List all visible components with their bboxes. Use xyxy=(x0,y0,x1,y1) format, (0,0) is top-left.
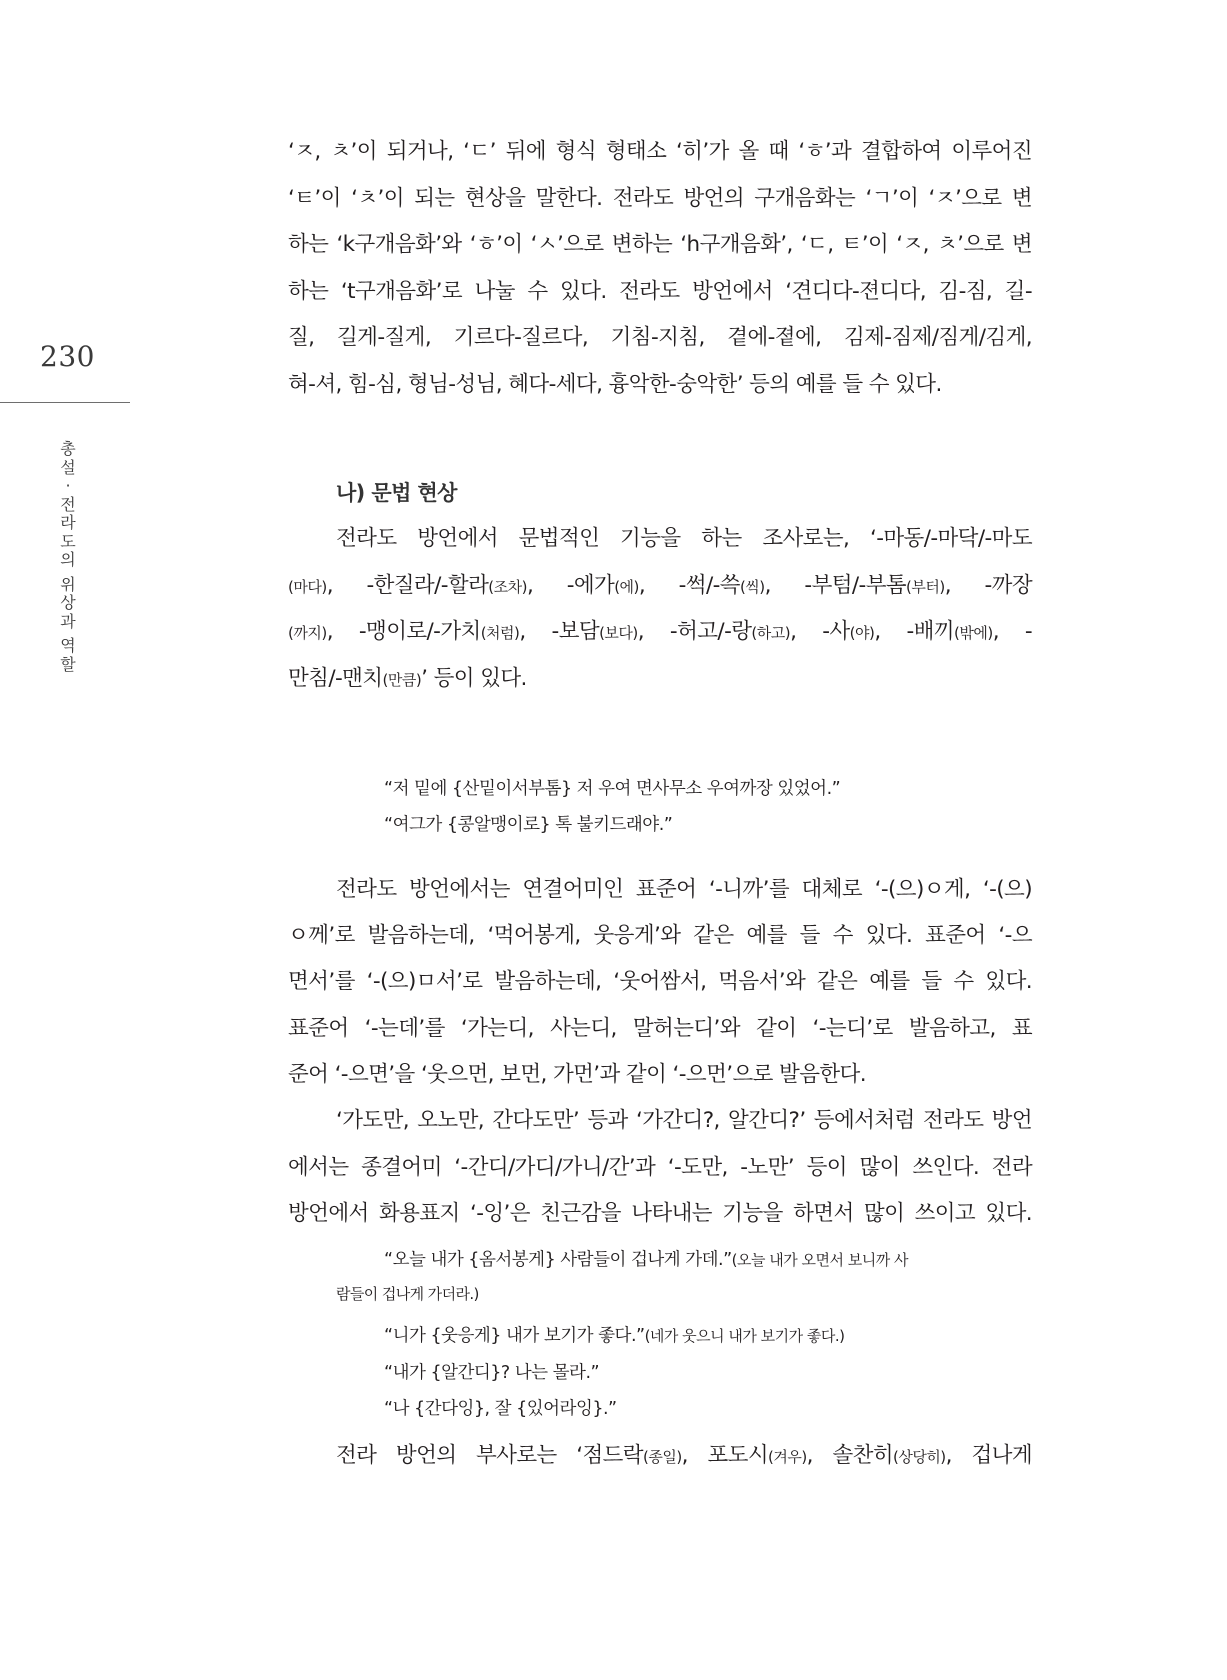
example-quote xyxy=(384,1397,617,1421)
running-head-char: 라 xyxy=(60,513,76,532)
quote-gloss-continued: 람들이 겁나게 가더라.) xyxy=(336,1285,479,1303)
gloss-text: (만큼) xyxy=(382,671,422,689)
running-head-char: 할 xyxy=(60,654,76,674)
text-segment: , - xyxy=(992,619,1033,644)
text-line: 하는 ‘t구개음화’로 나눌 수 있다. 전라도 방언에서 ‘견디다-젼디다, 김-짐, 길- xyxy=(288,279,1032,304)
gloss-text: (종일) xyxy=(642,1448,682,1466)
text-segment: , -사 xyxy=(790,619,850,644)
gloss-text: (부터) xyxy=(906,578,945,596)
page-number: 230 xyxy=(40,340,95,373)
text-segment: 전라도 방언에서 문법적인 기능을 하는 조사로는, ‘-마동/-마닥/-마도 xyxy=(336,526,1032,551)
text-line: ‘ㅈ, ㅊ’이 되거나, ‘ㄷ’ 뒤에 형식 형태소 ‘히’가 올 때 ‘ㅎ’과 결합하여 이루어진 xyxy=(288,139,1032,164)
example-quote xyxy=(384,1248,908,1272)
gloss-text: (하고) xyxy=(751,624,791,642)
text-line xyxy=(288,617,1032,647)
text-line: ‘가도만, 오노만, 간다도만’ 등과 ‘가간디?, 알간디?’ 등에서처럼 전라도 방언 xyxy=(336,1108,1032,1133)
example-quote: “여그가 {콩알맹이로} 톡 불키드래야.” xyxy=(384,815,673,835)
running-head-char: 상 xyxy=(60,593,76,612)
text-segment: , -허고/-랑 xyxy=(637,619,752,644)
text-line xyxy=(336,524,1032,554)
gloss-text: (밖에) xyxy=(954,624,993,642)
text-segment: , -보담 xyxy=(519,619,600,644)
example-quote: “저 밑에 {산밑이서부톰} 저 우여 면사무소 우여까장 있었어.” xyxy=(384,779,841,799)
text-line: ‘ㅌ’이 ‘ㅊ’이 되는 현상을 말한다. 전라도 방언의 구개음화는 ‘ㄱ’이 ‘ㅈ’으로 변 xyxy=(288,186,1032,211)
text-segment: , -부텀/-부톰 xyxy=(764,573,907,598)
running-head-char: 도 xyxy=(60,531,76,551)
running-head-char: · xyxy=(65,476,71,495)
running-head-char: 총 xyxy=(60,439,76,458)
text-line: ㅇ께’로 발음하는데, ‘먹어봉게, 웃응게’와 같은 예를 들 수 있다. 표준어 ‘-으 xyxy=(288,923,1032,948)
text-line xyxy=(336,1441,1032,1471)
gloss-text: (처럼) xyxy=(480,624,520,642)
running-head-char: 설 xyxy=(60,457,76,477)
text-segment: , -배끼 xyxy=(874,619,954,644)
quote-text: “나 {간다잉}, 잘 {있어라잉}.” xyxy=(384,1399,617,1419)
text-line: 혀-셔, 힘-심, 형님-성님, 혜다-세다, 흉악한-숭악한’ 등의 예를 들 수 있다. xyxy=(288,372,942,397)
running-head-char: 의 xyxy=(60,550,76,569)
gloss-text: (마다) xyxy=(288,578,327,596)
text-line: 면서’를 ‘-(으)ㅁ서’로 발음하는데, ‘웃어쌈서, 먹음서’와 같은 예를 들 수 있다. xyxy=(288,969,1032,994)
quote-gloss: (네가 웃으니 내가 보기가 좋다.) xyxy=(644,1327,845,1345)
text-line xyxy=(288,664,527,694)
gloss-text: (상당히) xyxy=(892,1448,946,1466)
text-line: 표준어 ‘-는데’를 ‘가는디, 사는디, 말허는디’와 같이 ‘-는디’로 발음하고, 표 xyxy=(288,1016,1032,1041)
text-line: 에서는 종결어미 ‘-간디/가디/가니/간’과 ‘-도만, -노만’ 등이 많이 쓰인다. 전라 xyxy=(288,1155,1032,1180)
gloss-text: (까지) xyxy=(288,624,327,642)
text-segment: , -맹이로/-가치 xyxy=(326,619,481,644)
text-segment: , 겁나게 xyxy=(945,1443,1032,1468)
example-quote xyxy=(384,1324,845,1348)
running-head-char: 전 xyxy=(60,494,76,514)
text-line: 방언에서 화용표지 ‘-잉’은 친근감을 나타내는 기능을 하면서 많이 쓰이고 있다. xyxy=(288,1201,1032,1226)
quote-text: “니가 {웃응게} 내가 보기가 좋다.” xyxy=(384,1326,645,1346)
text-segment: , -한질라/-할라 xyxy=(326,573,489,598)
quote-gloss: (오늘 내가 오면서 보니까 사 xyxy=(731,1251,908,1269)
gloss-text: (겨우) xyxy=(767,1448,807,1466)
running-head-char: 위 xyxy=(60,574,76,594)
text-line: 전라도 방언에서는 연결어미인 표준어 ‘-니까’를 대체로 ‘-(으)ㅇ게, ‘-(으) xyxy=(336,877,1032,902)
text-segment: , -까장 xyxy=(944,573,1032,598)
gloss-text: (조차) xyxy=(488,578,527,596)
text-line: 준어 ‘-으면’을 ‘웃으먼, 보먼, 가먼’과 같이 ‘-으먼’으로 발음한다. xyxy=(288,1062,866,1087)
running-head-char: 과 xyxy=(60,611,76,631)
running-head-char: 역 xyxy=(60,636,76,655)
quote-text: “오늘 내가 {옴서봉게} 사람들이 겁나게 가데.” xyxy=(384,1250,732,1270)
example-quote xyxy=(384,1361,599,1385)
gloss-text: (씩) xyxy=(739,578,765,596)
running-head xyxy=(57,440,79,674)
text-segment: , -에가 xyxy=(526,573,615,598)
text-segment: , -썩/-쓱 xyxy=(638,573,740,598)
section-heading: 나) 문법 현상 xyxy=(336,481,457,505)
gloss-text: (야) xyxy=(849,624,875,642)
gloss-text: (에) xyxy=(614,578,639,596)
text-line: 하는 ‘k구개음화’와 ‘ㅎ’이 ‘ㅅ’으로 변하는 ‘h구개음화’, ‘ㄷ, ㅌ’이 ‘ㅈ, ㅊ’으로 변 xyxy=(288,232,1032,257)
gloss-text: (보다) xyxy=(599,624,638,642)
text-segment: ’ 등이 있다. xyxy=(421,666,527,691)
margin-rule xyxy=(0,402,130,403)
text-segment: , 솔찬히 xyxy=(806,1443,893,1468)
text-segment: 만침/-맨치 xyxy=(288,666,383,691)
text-line: 질, 길게-질게, 기르다-질르다, 기침-지침, 곁에-졑에, 김제-짐제/짐게/김게, xyxy=(288,325,1032,350)
text-line xyxy=(288,571,1032,601)
text-segment: , 포도시 xyxy=(681,1443,768,1468)
quote-text: “내가 {알간디}? 나는 몰라.” xyxy=(384,1363,600,1383)
text-segment: 전라 방언의 부사로는 ‘점드락 xyxy=(336,1443,643,1468)
